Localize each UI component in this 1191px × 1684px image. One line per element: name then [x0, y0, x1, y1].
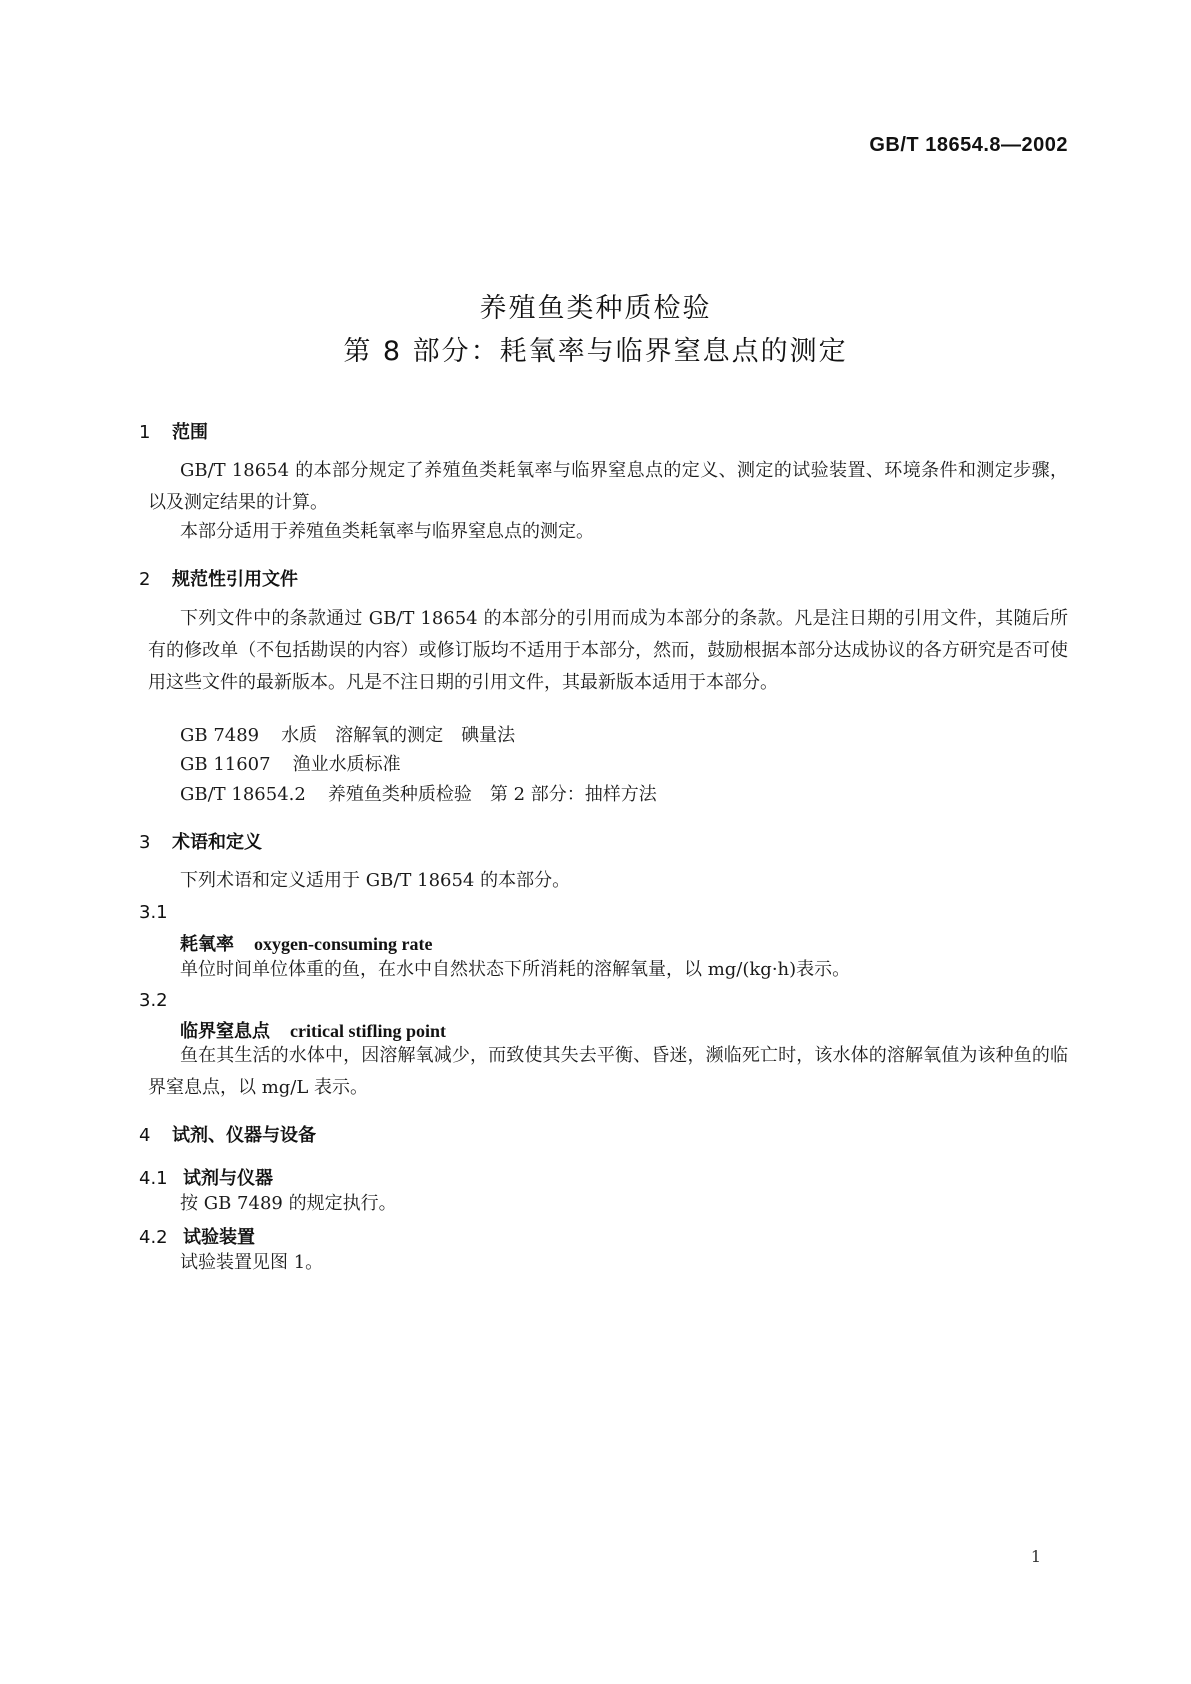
- section-1-paragraph-1: GB/T 18654 的本部分规定了养殖鱼类耗氧率与临界窒息点的定义、测定的试验装置、环境条件和测定步骤，以及测定结果的计算。: [148, 460, 1068, 513]
- section-title: 范围: [172, 422, 208, 443]
- section-title: 规范性引用文件: [172, 569, 298, 590]
- subsection-title: 试验装置: [183, 1227, 255, 1248]
- reference-item: [180, 749, 401, 781]
- term-chinese: 临界窒息点: [180, 1021, 270, 1042]
- reference-code: GB 11607: [180, 754, 271, 775]
- subsection-number: 4.2: [139, 1227, 168, 1248]
- reference-item: [180, 779, 657, 811]
- reference-title: 渔业水质标准: [292, 754, 401, 775]
- section-3-paragraph-1: 下列术语和定义适用于 GB/T 18654 的本部分。: [180, 870, 571, 891]
- reference-code: GB/T 18654.2: [180, 784, 306, 805]
- section-4-heading: [139, 1121, 316, 1147]
- term-definition: 单位时间单位体重的鱼，在水中自然状态下所消耗的溶解氧量，以 mg/(kg·h)表示。: [180, 959, 851, 980]
- section-1-heading: [139, 418, 208, 444]
- page-number: 1: [1030, 1547, 1041, 1566]
- section-number: 3: [139, 832, 151, 853]
- section-title: 术语和定义: [172, 832, 262, 853]
- reference-title: 养殖鱼类种质检验 第 2 部分：抽样方法: [327, 784, 657, 805]
- term-heading: [180, 930, 433, 956]
- subsection-4-2-heading: [139, 1223, 255, 1249]
- reference-title: 水质 溶解氧的测定 碘量法: [281, 725, 516, 746]
- section-number: 1: [139, 422, 151, 443]
- term-number: 3.2: [139, 990, 168, 1011]
- section-number: 2: [139, 569, 151, 590]
- reference-item: [180, 720, 515, 752]
- reference-code: GB 7489: [180, 725, 260, 746]
- term-chinese: 耗氧率: [180, 934, 234, 955]
- section-2-paragraph-1: 下列文件中的条款通过 GB/T 18654 的本部分的引用而成为本部分的条款。凡是注日期的引用文件，其随后所有的修改单（不包括勘误的内容）或修订版均不适用于本部分，然而，鼓励根据本部分达成协议的各方研究是否可使用这些文件的最新版本。凡是不注日期的引用文件，其最新版本适用于本部分。: [148, 608, 1068, 693]
- section-2-heading: [139, 565, 298, 591]
- section-3-heading: [139, 828, 262, 854]
- section-title: 试剂、仪器与设备: [172, 1125, 316, 1146]
- subsection-4-2-text: 试验装置见图 1。: [180, 1252, 324, 1273]
- term-english: critical stifling point: [290, 1021, 446, 1041]
- standard-code: GB/T 18654.8—2002: [869, 134, 1068, 156]
- document-subtitle: 第 8 部分：耗氧率与临界窒息点的测定: [343, 336, 848, 367]
- subsection-title: 试剂与仪器: [183, 1168, 273, 1189]
- document-title: 养殖鱼类种质检验: [479, 293, 712, 324]
- subsection-number: 4.1: [139, 1168, 168, 1189]
- term-english: oxygen-consuming rate: [254, 934, 433, 954]
- subsection-4-1-text: 按 GB 7489 的规定执行。: [180, 1193, 397, 1214]
- term-definition: 鱼在其生活的水体中，因溶解氧减少，而致使其失去平衡、昏迷，濒临死亡时，该水体的溶解氧值为该种鱼的临界窒息点，以 mg/L 表示。: [148, 1045, 1068, 1098]
- section-number: 4: [139, 1125, 151, 1146]
- subsection-4-1-heading: [139, 1164, 273, 1190]
- term-number: 3.1: [139, 902, 168, 923]
- section-1-paragraph-2: 本部分适用于养殖鱼类耗氧率与临界窒息点的测定。: [180, 521, 594, 542]
